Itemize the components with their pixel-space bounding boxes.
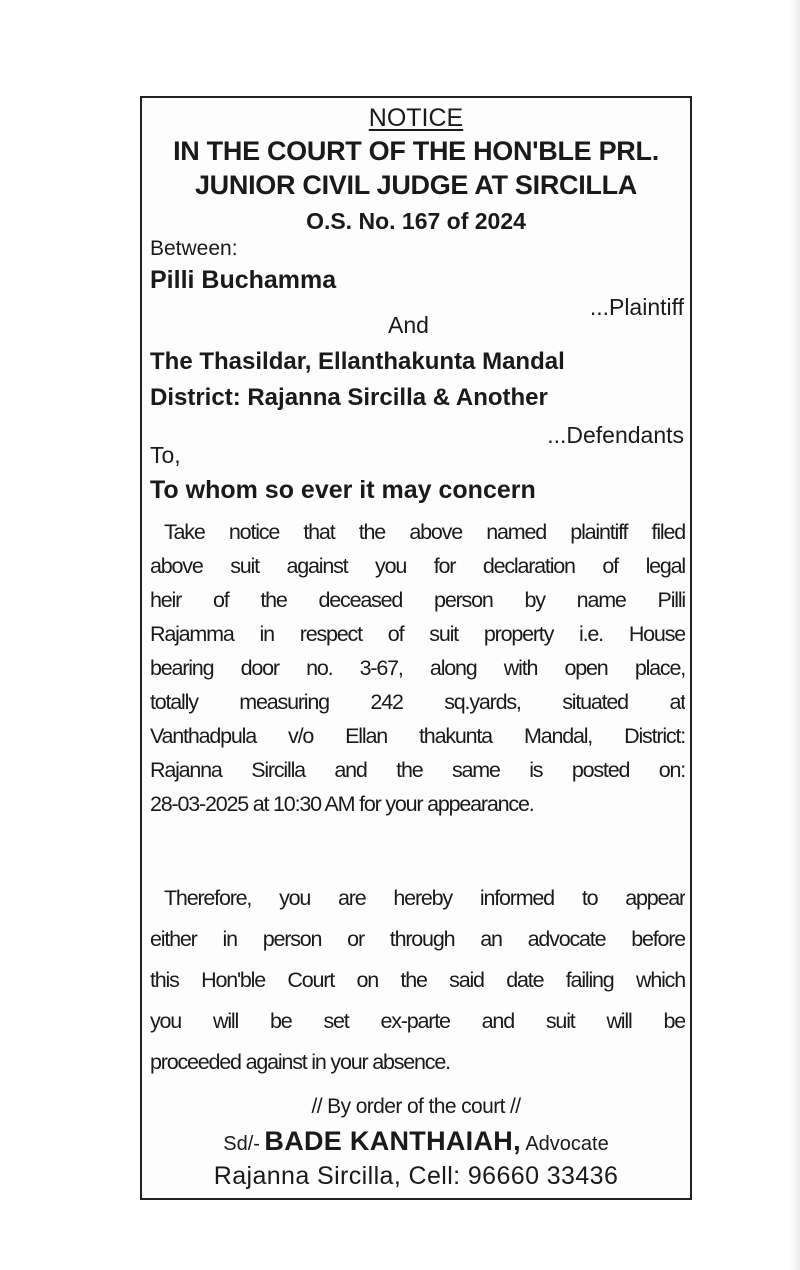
advocate-title: Advocate — [525, 1133, 609, 1155]
paragraph-1-line: heir of the deceased person by name Pilli — [150, 590, 685, 612]
paragraph-2-line: you will be set ex-parte and suit will be — [150, 1011, 685, 1033]
to-label: To, — [150, 442, 181, 468]
paragraph-1-line: Vanthadpula v/o Ellan thakunta Mandal, District: — [150, 726, 685, 748]
paragraph-2-line: either in person or through an advocate before — [150, 929, 685, 951]
case-number: O.S. No. 167 of 2024 — [306, 208, 526, 234]
advocate-name: BADE KANTHAIAH, — [264, 1126, 521, 1156]
paragraph-1-line: bearing door no. 3-67, along with open place, — [150, 658, 685, 680]
defendant-line-1: The Thasildar, Ellanthakunta Mandal — [150, 348, 565, 375]
order-line: // By order of the court // — [311, 1095, 521, 1118]
paragraph-2-line: proceeded against in your absence. — [150, 1052, 450, 1074]
plaintiff-name: Pilli Buchamma — [150, 266, 337, 294]
paragraph-1-line: Rajanna Sircilla and the same is posted on: — [150, 760, 685, 782]
signed-prefix: Sd/- — [223, 1133, 260, 1155]
concern-line: To whom so ever it may concern — [150, 476, 536, 504]
paragraph-2-line: Therefore, you are hereby informed to appear — [164, 888, 685, 910]
paragraph-1-line: Take notice that the above named plaintiff filed — [164, 522, 685, 544]
defendant-line-2: District: Rajanna Sircilla & Another — [150, 384, 548, 411]
paragraph-1-line: above suit against you for declaration of legal — [150, 556, 685, 578]
defendants-label: ...Defendants — [547, 422, 684, 448]
page-edge — [790, 0, 800, 1270]
court-notice — [140, 96, 692, 1200]
paragraph-2-line: this Hon'ble Court on the said date failing which — [150, 970, 685, 992]
advocate-address: Rajanna Sircilla, Cell: 96660 33436 — [213, 1162, 619, 1190]
paragraph-1-line: 28-03-2025 at 10:30 AM for your appearance. — [150, 794, 534, 816]
plaintiff-label: ...Plaintiff — [589, 294, 684, 320]
court-name-line-1: IN THE COURT OF THE HON'BLE PRL. — [173, 136, 659, 166]
paragraph-1-line: totally measuring 242 sq.yards, situated at — [150, 692, 685, 714]
signature-line — [142, 1128, 690, 1155]
and-label: And — [388, 312, 429, 338]
between-label: Between: — [150, 237, 238, 260]
court-name-line-2: JUNIOR CIVIL JUDGE AT SIRCILLA — [194, 170, 638, 200]
notice-title: NOTICE — [368, 104, 464, 132]
paragraph-1-line: Rajamma in respect of suit property i.e. House — [150, 624, 685, 646]
